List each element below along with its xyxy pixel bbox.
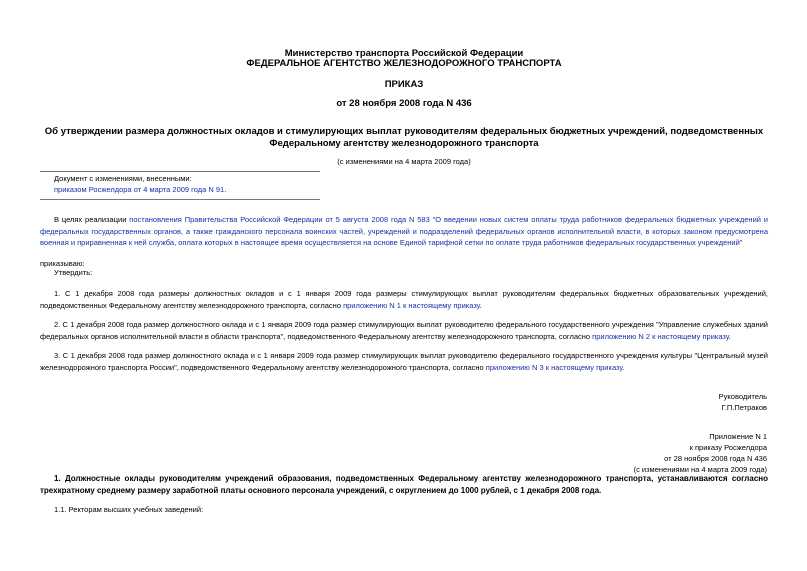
item-2-text: 2. С 1 декабря 2008 года размер должностного оклада и с 1 января 2009 года размер стимулирующих выплат руководителю федерального государственного учреждения "Управление служебных зданий федеральных органов исполнительной власти в области транспорта", подведомственного Федеральному агентству железнодорожного транспорта, согласно [40,320,768,341]
changes-note: (с изменениями на 4 марта 2009 года) [337,157,471,166]
divider-bottom [40,199,320,200]
item-2 [40,319,768,342]
appendix-2-link[interactable]: приложению N 2 к настоящему приказу [592,331,729,341]
appendix-line-4: (с изменениями на 4 марта 2009 года) [633,465,767,474]
section-1 [40,473,768,496]
appendix-line-3: от 28 ноября 2008 года N 436 [664,454,767,463]
item-2-end: . [728,331,731,341]
appendix-1-link[interactable]: приложению N 1 к настоящему приказу [343,300,480,310]
order-word: приказываю: [40,259,85,268]
approve-word: Утвердить: [54,268,93,277]
section-1-1: 1.1. Ректорам высших учебных заведений: [54,505,204,514]
agency-name: ФЕДЕРАЛЬНОЕ АГЕНТСТВО ЖЕЛЕЗНОДОРОЖНОГО ТРАНСПОРТА [246,58,562,69]
divider-top [40,171,320,172]
item-1-text: 1. С 1 декабря 2008 года размеры должностных окладов и с 1 января 2009 года размеры стимулирующих выплат руководителям федеральных бюджетных образовательных учреждений, подведомственных Федеральному агентству железнодорожного транспорта, согласно [40,289,768,310]
section-1-text: 1. Должностные оклады руководителям учреждений образования, подведомственных Федеральному агентству железнодорожного транспорта, устанавливаются согласно трехкратному среднему размеру заработной платы основного персонала учреждений, с округлением до 1000 рублей, с 1 декабря 2008 года. [40,474,768,495]
item-3 [40,350,768,373]
doc-title-line2: Федеральному агентству железнодорожного транспорта [269,138,539,149]
amendments-label: Документ с изменениями, внесенными: [54,174,192,183]
signature-role: Руководитель [718,392,767,401]
preamble-prefix: В целях реализации [54,215,130,224]
appendix-line-1: Приложение N 1 [709,432,767,441]
item-1-end: . [479,300,482,310]
preamble-paragraph [40,214,768,249]
doc-type: ПРИКАЗ [384,79,424,90]
decree-link[interactable]: постановления Правительства Российской Федерации от 5 августа 2008 года N 583 "О введении новых систем оплаты труда работников федеральных бюджетных учреждений и федеральных государственных органов, а также гражданского персонала воинских частей, учреждений и подразделений федеральных органов исполнительной власти, в которых законом предусмотрена военная и приравненная к ней служба, оплата которых в настоящее время осуществляется на основе Единой тарифной сетки по оплате труда работников федеральных государственных учреждений" [40,215,768,247]
item-3-end: . [622,362,625,372]
amendment-suffix: . [224,185,227,194]
appendix-line-2: к приказу Росжелдора [689,443,767,452]
appendix-3-link[interactable]: приложению N 3 к настоящему приказу [485,362,623,372]
ministry-name: Министерство транспорта Российской Федерации [284,48,524,59]
item-3-text: 3. С 1 декабря 2008 года размер должностного оклада и с 1 января 2009 года размер стимулирующих выплат руководителю федерального государственного учреждения культуры "Центральный музей железнодорожного транспорта России", подведомственного Федеральному агентству железнодорожного транспорта, согласно [40,351,768,372]
amendments-line [54,185,226,195]
doc-title-line1: Об утверждении размера должностных окладов и стимулирующих выплат руководителям федеральных бюджетных учреждений, подведомственных [44,126,764,137]
item-1 [40,288,768,311]
signature-name: Г.П.Петраков [721,403,767,412]
amendment-link[interactable]: приказом Росжелдора от 4 марта 2009 года N 91 [54,185,225,194]
doc-date: от 28 ноября 2008 года N 436 [336,98,472,109]
